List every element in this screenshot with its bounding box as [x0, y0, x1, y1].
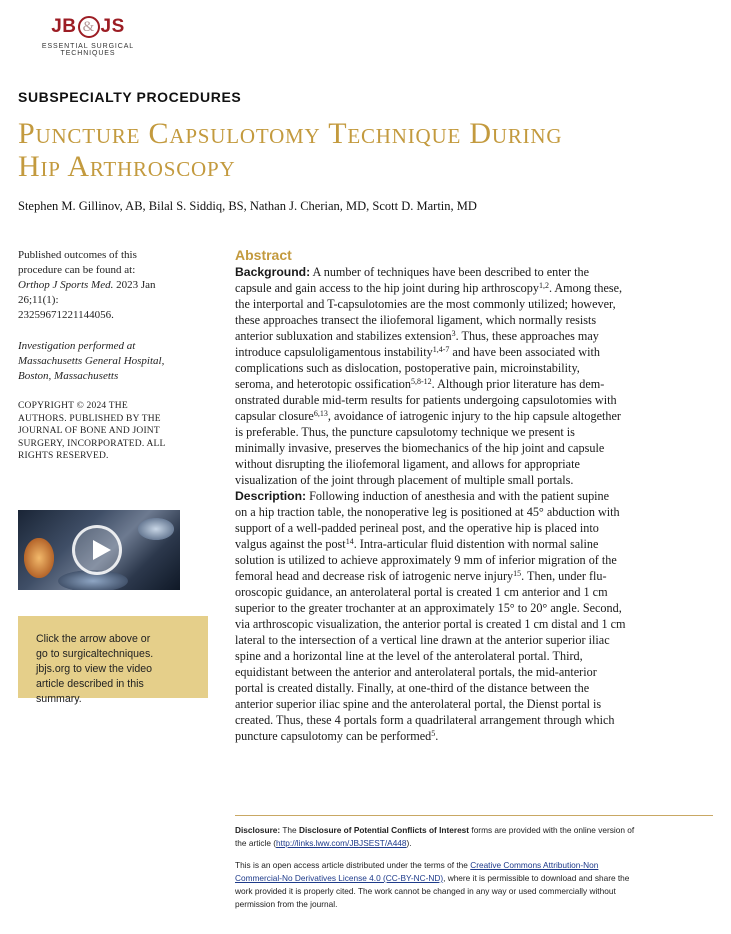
abstract-line: onstrated durable mid-term results for patients undergoing capsulotomies with	[235, 393, 617, 407]
abstract-line	[235, 280, 713, 296]
license-link-continued[interactable]: Commercial-No Derivatives License 4.0 (CC-BY-NC-ND)	[235, 873, 444, 883]
abstract-text: capsular closure	[235, 409, 314, 423]
logo-jb-text: JB	[51, 16, 77, 37]
footer-text: ).	[406, 838, 412, 848]
journal-name: Orthop J Sports Med.	[18, 279, 114, 291]
video-scene-detail	[24, 538, 54, 578]
background-label: Background:	[235, 265, 311, 279]
abstract-line: equidistant between the anterior and anterolateral portals, the mid-anterior	[235, 665, 597, 679]
license-line: work provided it is properly cited. The work cannot be changed in any way or used commercially without	[235, 886, 616, 896]
citation-ref: 1,4-7	[432, 345, 450, 354]
published-line: Published outcomes of this	[18, 249, 137, 261]
published-line: 26;11(1):	[18, 294, 59, 306]
abstract-line: superior to the greater trochanter at an approximately 15° to 20° angle. Second,	[235, 601, 622, 615]
abstract-text: . Then, under flu-	[521, 569, 607, 583]
abstract-text: introduce capsuloligamentous instability	[235, 345, 433, 359]
disclosure-line	[235, 837, 715, 850]
abstract-line: minimally invasive, preserves the biomechanics of the hip joint and capsule	[235, 441, 605, 455]
callout-line: jbjs.org to view the video	[36, 663, 153, 675]
copyright-notice	[18, 400, 208, 463]
citation-ref: 3	[451, 329, 456, 338]
logo-js-text: JS	[100, 16, 125, 37]
abstract-line: solution is utilized to achieve approximately 9 mm of inferior migration of the	[235, 553, 617, 567]
footer-notes	[235, 824, 715, 911]
play-icon[interactable]	[72, 525, 122, 575]
abstract-line	[235, 728, 713, 744]
investigation-line: Massachusetts General Hospital,	[18, 355, 165, 367]
abstract-line	[235, 408, 713, 424]
copyright-line: SURGERY, INCORPORATED. ALL	[18, 438, 166, 449]
citation-ref: 5,8-12	[411, 377, 432, 386]
abstract-text: valgus against the post	[235, 537, 346, 551]
abstract-line	[235, 568, 713, 584]
logo-ampersand: &	[78, 16, 100, 38]
author-list: Stephen M. Gillinov, AB, Bilal S. Siddiq, BS, Nathan J. Cherian, MD, Scott D. Martin, MD	[18, 199, 477, 213]
footer-divider	[235, 815, 713, 816]
abstract-line: lateral to the intersection of a vertical line drawn at the anterior superior iliac	[235, 633, 610, 647]
abstract-text: . Thus, these approaches may	[455, 329, 599, 343]
abstract-text: seroma, and heterotopic ossification	[235, 377, 411, 391]
footer-text: This is an open access article distributed under the terms of the	[235, 860, 471, 870]
citation-ref: 14	[345, 537, 354, 546]
published-line	[18, 278, 208, 293]
abstract-text: and have been associated with	[449, 345, 600, 359]
disclosure-label: Disclosure:	[235, 825, 281, 835]
disclosure-forms-title: Disclosure of Potential Conflicts of Interest	[298, 825, 470, 835]
video-thumbnail[interactable]	[18, 510, 180, 590]
abstract-line: without disrupting the iliofemoral ligament, and allows for appropriate	[235, 457, 580, 471]
abstract-line	[235, 328, 713, 344]
citation-ref: 15	[513, 569, 522, 578]
abstract-line	[235, 488, 713, 504]
footer-text: , where it is permissible to download and share the	[443, 873, 630, 883]
abstract-text: capsule and gain access to the hip joint during hip arthroscopy	[235, 281, 539, 295]
abstract-text: femoral head and decrease risk of iatrogenic nerve injury	[235, 569, 514, 583]
journal-logo	[18, 14, 158, 57]
abstract-line: visualization of the joint through placement of multiple small portals.	[235, 473, 574, 487]
abstract-line: oroscopic guidance, an anterolateral portal is created 1 cm anterior and 1 cm	[235, 585, 608, 599]
published-line: 23259671221144056.	[18, 309, 114, 321]
callout-line: go to surgicaltechniques.	[36, 648, 154, 660]
license-line	[235, 872, 715, 885]
abstract	[235, 247, 713, 744]
footer-text: the article (	[235, 838, 277, 848]
video-scene-detail	[138, 518, 174, 540]
abstract-text: anterior subluxation and stabilizes extension	[235, 329, 452, 343]
supplement-link[interactable]: http://links.lww.com/JBJSEST/A448	[276, 838, 407, 848]
copyright-line: JOURNAL OF BONE AND JOINT	[18, 426, 160, 436]
callout-line: Click the arrow above or	[36, 633, 151, 645]
title-line-2: Hip Arthroscopy	[18, 150, 236, 183]
published-line: procedure can be found at:	[18, 264, 136, 276]
abstract-line: created. Thus, these 4 portals form a quadrilateral arrangement through which	[235, 713, 615, 727]
abstract-line: via arthroscopic visualization, the anterior portal is created 1 cm distal and 1 cm	[235, 617, 626, 631]
footer-text: The	[280, 825, 299, 835]
citation-ref: 6,13	[313, 409, 328, 418]
disclosure-line	[235, 824, 715, 837]
abstract-line: spine and a horizontal line at the level of the anterolateral portal. Third,	[235, 649, 583, 663]
abstract-line: portal is created distally. Finally, at one-third of the distance between the	[235, 681, 590, 695]
logo-subtitle: ESSENTIAL SURGICAL TECHNIQUES	[41, 43, 135, 57]
callout-line: summary.	[36, 693, 82, 705]
abstract-line	[235, 264, 713, 280]
license-line: permission from the journal.	[235, 899, 338, 909]
copyright-line: COPYRIGHT © 2024 THE	[18, 401, 128, 411]
abstract-text: A number of techniques have been described to enter the	[310, 265, 590, 279]
sidebar	[18, 248, 208, 479]
investigation-location	[18, 339, 208, 384]
abstract-line	[235, 536, 713, 552]
abstract-line: complications such as dislocation, postoperative pain, microinstability,	[235, 361, 580, 375]
footer-text: forms are provided with the online version of	[469, 825, 635, 835]
investigation-line: Boston, Massachusetts	[18, 370, 119, 382]
citation-ref: 5	[431, 729, 436, 738]
video-callout	[18, 616, 208, 705]
abstract-text: . Among these,	[548, 281, 623, 295]
published-date: 2023 Jan	[113, 279, 156, 291]
abstract-text: . Intra-articular fluid distention with normal saline	[353, 537, 599, 551]
published-outcomes	[18, 248, 208, 323]
abstract-heading: Abstract	[235, 247, 292, 263]
abstract-line: support of a well-padded perineal post, and the operative hip is placed into	[235, 521, 599, 535]
callout-line: article described in this	[36, 678, 144, 690]
abstract-line: anterior superior iliac spine and the anterolateral portal, the Dienst portal is	[235, 697, 602, 711]
abstract-line: is preferable. Thus, the puncture capsulotomy technique we present is	[235, 425, 575, 439]
license-line	[235, 859, 715, 872]
abstract-line: the interportal and T-capsulotomies are the most commonly utilized; however,	[235, 297, 616, 311]
abstract-text: Following induction of anesthesia and with the patient supine	[306, 489, 610, 503]
section-label: SUBSPECIALTY PROCEDURES	[18, 89, 242, 105]
abstract-text: , avoidance of iatrogenic injury to the hip capsule altogether	[327, 409, 621, 423]
investigation-line: Investigation performed at	[18, 340, 136, 352]
abstract-text: .	[435, 729, 439, 743]
abstract-line: on a hip traction table, the nonoperative leg is positioned at 45° abduction with	[235, 505, 620, 519]
abstract-line	[235, 376, 713, 392]
license-link[interactable]: Creative Commons Attribution-Non	[470, 860, 599, 870]
article-title	[18, 117, 708, 183]
citation-ref: 1,2	[538, 281, 549, 290]
abstract-text: . Although prior literature has dem-	[431, 377, 605, 391]
abstract-text: puncture capsulotomy can be performed	[235, 729, 432, 743]
footer-spacer	[235, 850, 715, 859]
abstract-line: these approaches transect the iliofemoral ligament, which normally resists	[235, 313, 597, 327]
copyright-line: RIGHTS RESERVED.	[18, 451, 109, 461]
title-line-1: Puncture Capsulotomy Technique During	[18, 117, 563, 150]
abstract-line	[235, 344, 713, 360]
description-label: Description:	[235, 489, 307, 503]
copyright-line: AUTHORS. PUBLISHED BY THE	[18, 413, 161, 424]
